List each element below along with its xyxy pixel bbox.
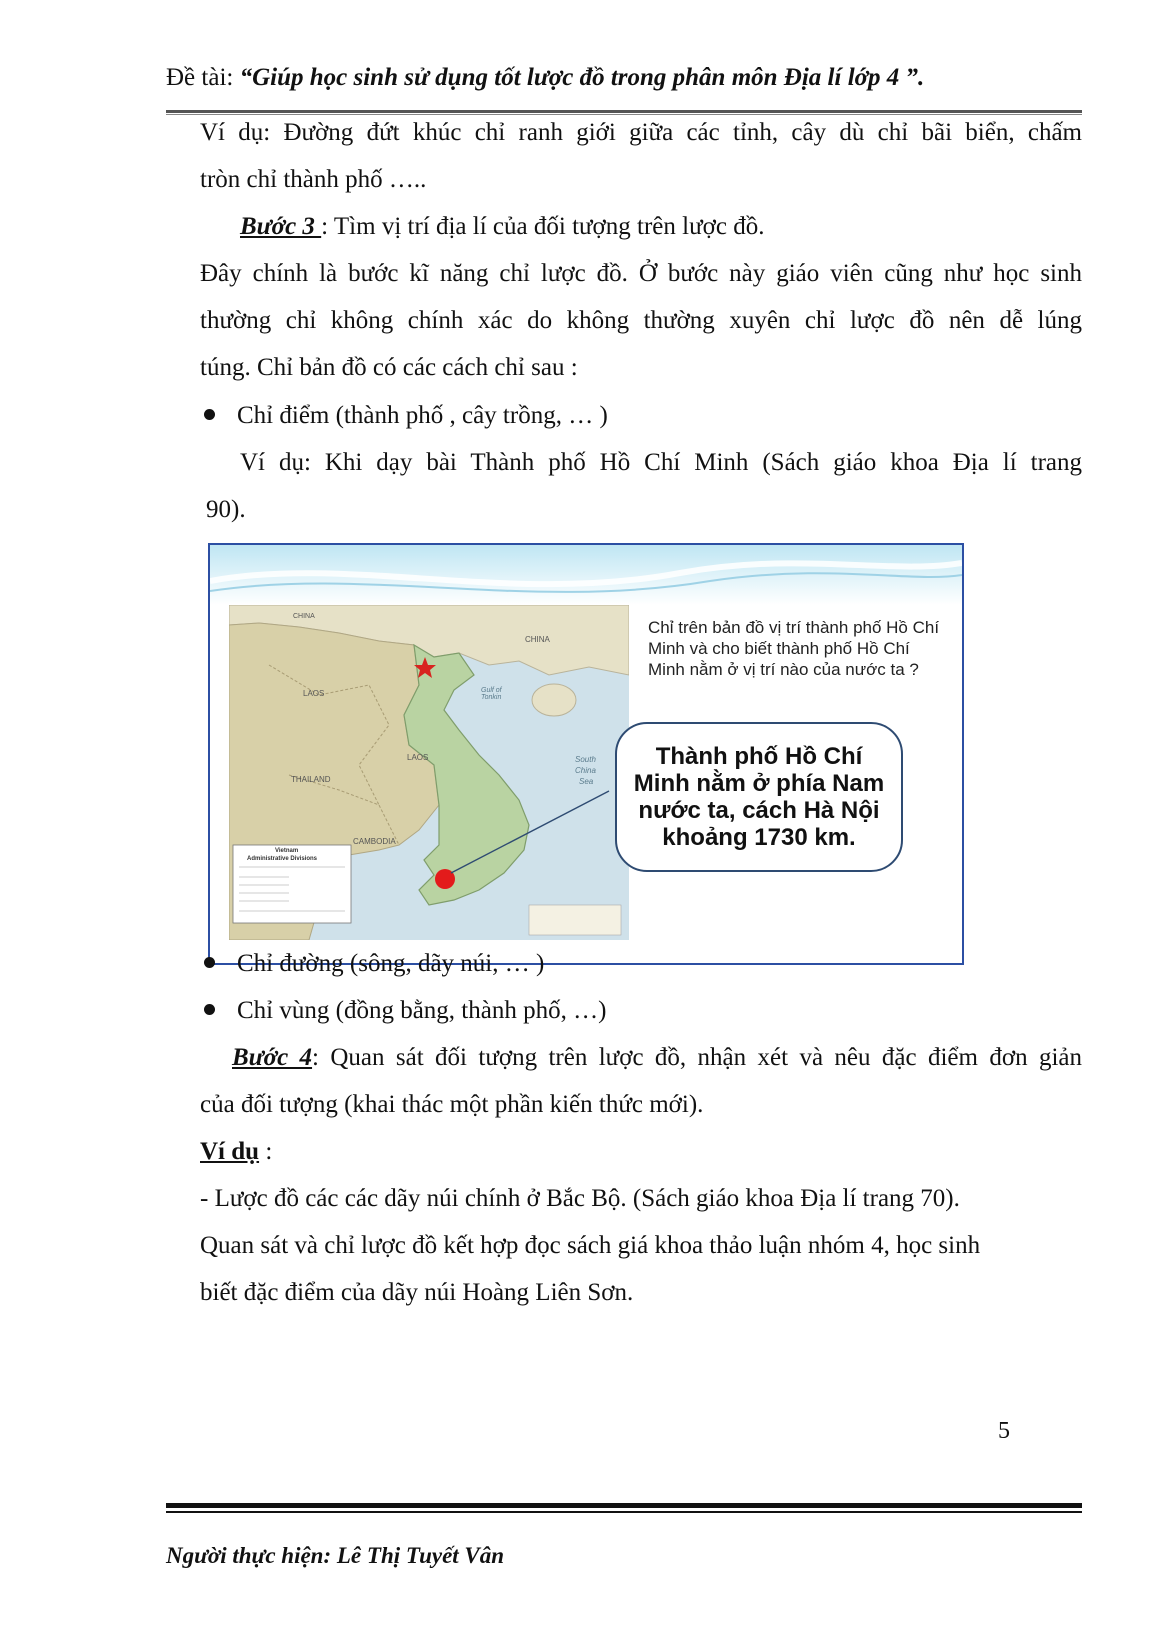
bullet-icon <box>204 409 215 420</box>
document-header <box>166 64 924 92</box>
footer-author: Người thực hiện: Lê Thị Tuyết Vân <box>166 1543 505 1568</box>
map-drawing <box>229 605 629 940</box>
bullet-region-item <box>204 987 804 1034</box>
paragraph-hcm-example-1: Ví dụ: Khi dạy bài Thành phố Hồ Chí Minh (Sách giáo khoa Địa lí trang <box>240 449 1082 476</box>
step4-heading <box>232 1034 1082 1081</box>
vietnam-map <box>229 605 629 940</box>
map-label-sea-3: Sea <box>579 777 594 786</box>
footer-rule-thin <box>166 1511 1082 1513</box>
slide-answer-text: Thành phố Hồ Chí Minh nằm ở phía Nam nước ta, cách Hà Nội khoảng 1730 km. <box>633 743 885 851</box>
paragraph-hcm-example-2: 90). <box>206 496 246 523</box>
bullet-icon <box>204 1004 215 1015</box>
bullet-line-text: Chỉ đường (sông, dãy núi, … ) <box>237 950 545 977</box>
map-label-sea-2: China <box>575 766 596 775</box>
map-label-sea-1: South <box>575 755 596 764</box>
paragraph-skill-3: túng. Chỉ bản đồ có các cách chỉ sau : <box>200 354 578 381</box>
step4-label: Bước 4 <box>232 1044 313 1071</box>
step3-heading <box>240 203 764 250</box>
example-heading <box>200 1128 272 1175</box>
map-legend-title-1: Vietnam <box>275 848 299 854</box>
step4-text-1: : Quan sát đối tượng trên lược đồ, nhận xét và nêu đặc điểm đơn giản <box>312 1044 1082 1071</box>
map-label-china: CHINA <box>525 635 550 644</box>
slide-question: Chỉ trên bản đồ vị trí thành phố Hồ Chí Minh và cho biết thành phố Hồ Chí Minh nằm ở vị trí nào của nước ta ? <box>648 618 940 679</box>
map-label-thailand: THAILAND <box>291 775 331 784</box>
footer-rule <box>166 1503 1082 1508</box>
step3-text: : Tìm vị trí địa lí của đối tượng trên lược đồ. <box>321 213 765 240</box>
paragraph-group-1: Quan sát và chỉ lược đồ kết hợp đọc sách giá khoa thảo luận nhóm 4, học sinh <box>200 1232 981 1259</box>
paragraph-skill-1: Đây chính là bước kĩ năng chỉ lược đồ. Ở bước này giáo viên cũng như học sinh <box>200 260 1082 287</box>
map-label-china-nw: CHINA <box>293 613 315 620</box>
map-label-cambodia: CAMBODIA <box>353 837 396 846</box>
paragraph-skill-2: thường chỉ không chính xác do không thường xuyên chỉ lược đồ nên dễ lúng <box>200 307 1082 334</box>
page-number: 5 <box>998 1418 1010 1444</box>
paragraph-legend-example-2: tròn chỉ thành phố ….. <box>200 166 427 193</box>
paragraph-mountains: - Lược đồ các các dãy núi chính ở Bắc Bộ. (Sách giáo khoa Địa lí trang 70). <box>200 1185 960 1212</box>
map-legend-title-2: Administrative Divisions <box>247 856 318 862</box>
header-prefix: Đề tài: <box>166 64 240 91</box>
example-label: Ví dụ <box>200 1138 260 1165</box>
paragraph-legend-example-1: Ví dụ: Đường đứt khúc chỉ ranh giới giữa các tỉnh, cây dù chỉ bãi biển, chấm <box>200 119 1082 146</box>
map-label-laos-north: LAOS <box>303 689 325 698</box>
paragraph-group-2: biết đặc điểm của dãy núi Hoàng Liên Sơn. <box>200 1279 634 1306</box>
map-label-laos-south: LAOS <box>407 753 429 762</box>
step4-text-2: của đối tượng (khai thác một phần kiến thức mới). <box>200 1091 704 1118</box>
slide-answer-bubble <box>615 722 903 872</box>
header-title: “Giúp học sinh sử dụng tốt lược đồ trong phân môn Địa lí lớp 4 ”. <box>239 64 925 91</box>
map-label-gulf: Gulf of Tonkin <box>481 687 502 701</box>
step3-label: Bước 3 <box>240 213 322 240</box>
bullet-point-text: Chỉ điểm (thành phố , cây trồng, … ) <box>237 402 608 429</box>
bullet-region-text: Chỉ vùng (đồng bằng, thành phố, …) <box>237 997 607 1024</box>
bullet-point-item <box>204 392 804 439</box>
slide-figure <box>208 543 964 965</box>
bullet-line-item <box>204 940 804 987</box>
example-colon: : <box>259 1138 273 1165</box>
bullet-icon <box>204 957 215 968</box>
